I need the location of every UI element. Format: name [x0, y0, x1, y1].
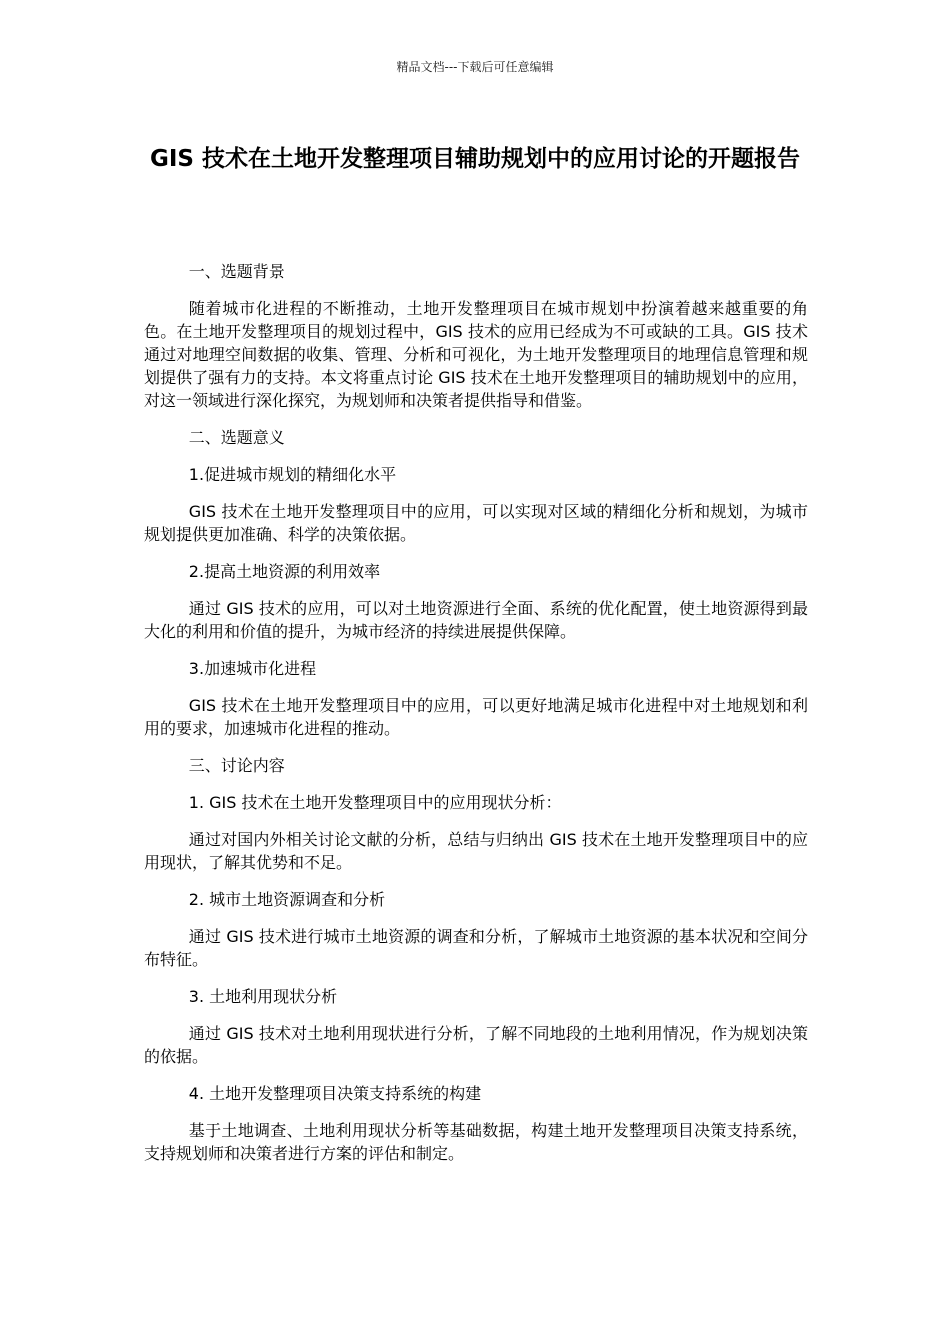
document-body: [144, 260, 808, 1179]
section-heading-background: 一、选题背景: [188, 262, 285, 281]
paragraph-background: 随着城市化进程的不断推动，土地开发整理项目在城市规划中扮演着越来越重要的角色。在土地开发整理项目的规划过程中，GIS 技术的应用已经成为不可或缺的工具。GIS 技术通过对地理空间数据的收集、管理、分析和可视化，为土地开发整理项目的地理信息管理和规划提供了强有力的支持。本文将重点讨论 GIS 技术在土地开发整理项目的辅助规划中的应用，对这一领域进行深化探究，为规划师和决策者提供指导和借鉴。: [144, 299, 808, 410]
subheading-content-4: 4. 土地开发整理项目决策支持系统的构建: [188, 1084, 482, 1103]
subheading-content-3: 3. 土地利用现状分析: [188, 987, 338, 1006]
section-heading-significance: 二、选题意义: [188, 428, 285, 447]
paragraph-significance-2: 通过 GIS 技术的应用，可以对土地资源进行全面、系统的优化配置，使土地资源得到最大化的利用和价值的提升，为城市经济的持续进展提供保障。: [144, 599, 808, 641]
subheading-content-2: 2. 城市土地资源调查和分析: [188, 890, 386, 909]
paragraph-content-2: 通过 GIS 技术进行城市土地资源的调查和分析，了解城市土地资源的基本状况和空间分布特征。: [144, 927, 808, 969]
subheading-significance-2: 2.提高土地资源的利用效率: [188, 562, 381, 581]
paragraph-content-1: 通过对国内外相关讨论文献的分析，总结与归纳出 GIS 技术在土地开发整理项目中的应用现状，了解其优势和不足。: [144, 830, 808, 872]
paragraph-significance-3: GIS 技术在土地开发整理项目中的应用，可以更好地满足城市化进程中对土地规划和利用的要求，加速城市化进程的推动。: [144, 696, 808, 738]
subheading-significance-1: 1.促进城市规划的精细化水平: [188, 465, 397, 484]
subheading-content-1: 1. GIS 技术在土地开发整理项目中的应用现状分析：: [188, 793, 562, 812]
paragraph-content-4: 基于土地调查、土地利用现状分析等基础数据，构建土地开发整理项目决策支持系统，支持规划师和决策者进行方案的评估和制定。: [144, 1121, 808, 1163]
page-header: 精品文档---下载后可任意编辑: [396, 60, 554, 74]
section-heading-content: 三、讨论内容: [188, 756, 285, 775]
subheading-significance-3: 3.加速城市化进程: [188, 659, 317, 678]
document-title: GIS 技术在土地开发整理项目辅助规划中的应用讨论的开题报告: [149, 146, 800, 172]
paragraph-significance-1: GIS 技术在土地开发整理项目中的应用，可以实现对区域的精细化分析和规划，为城市规划提供更加准确、科学的决策依据。: [144, 502, 808, 544]
paragraph-content-3: 通过 GIS 技术对土地利用现状进行分析，了解不同地段的土地利用情况，作为规划决策的依据。: [144, 1024, 808, 1066]
